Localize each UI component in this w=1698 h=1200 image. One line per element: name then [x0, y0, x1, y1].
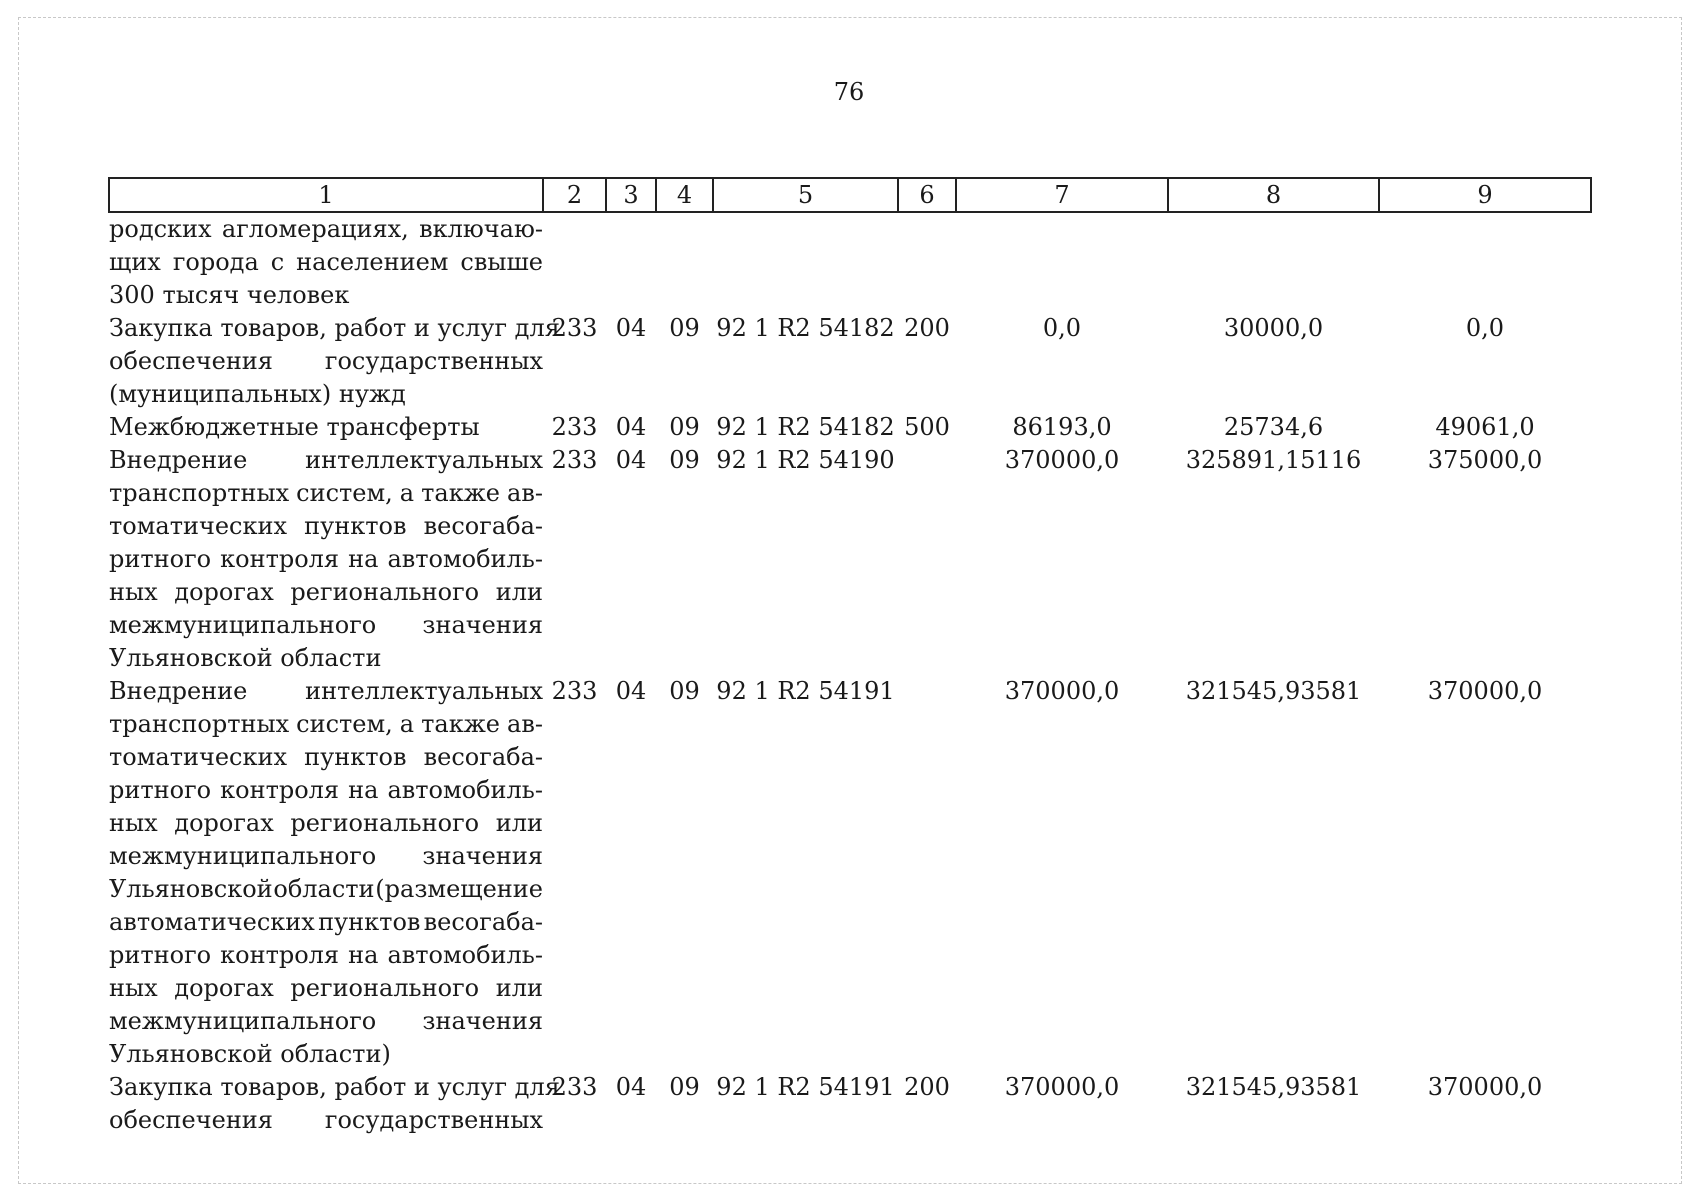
description-line: Внедрение интеллектуальных: [109, 677, 543, 705]
row-description: [109, 312, 560, 411]
cell-target-article: 92 1 R2 54191: [716, 1073, 895, 1101]
description-line: межмуниципального значения: [109, 1007, 543, 1035]
description-line: ных дорогах регионального или: [109, 809, 543, 837]
header-col-3: 3: [606, 178, 656, 212]
cell-chapter: 233: [551, 446, 598, 474]
row-description: [109, 411, 543, 444]
cell-chapter: [543, 212, 606, 312]
budget-table: [108, 177, 1592, 1137]
header-col-5: 5: [713, 178, 898, 212]
cell-expense-type: 500: [904, 413, 950, 441]
cell-amount-col7: 370000,0: [1004, 1073, 1120, 1101]
table-row: [109, 1071, 1591, 1137]
description-line: родских агломерациях, включаю-: [109, 215, 543, 243]
cell-target-article: 92 1 R2 54182: [716, 314, 895, 342]
row-description: [109, 1071, 560, 1137]
cell-expense-type: [898, 444, 956, 675]
description-line: Закупка товаров, работ и услуг для: [109, 314, 560, 342]
cell-expense-type: [898, 212, 956, 312]
cell-amount-col7: [956, 212, 1168, 312]
cell-amount-col9: 370000,0: [1427, 1073, 1543, 1101]
header-col-6: 6: [898, 178, 956, 212]
table-row: [109, 312, 1591, 411]
cell-section: 04: [615, 446, 647, 474]
cell-target-article: 92 1 R2 54182: [716, 413, 895, 441]
cell-subsection: 09: [669, 314, 700, 342]
description-line: Закупка товаров, работ и услуг для: [109, 1073, 560, 1101]
cell-section: 04: [615, 413, 647, 441]
header-col-8: 8: [1168, 178, 1379, 212]
description-line: ных дорогах регионального или: [109, 974, 543, 1002]
cell-expense-type: [898, 675, 956, 1071]
cell-target-article: 92 1 R2 54190: [716, 446, 895, 474]
cell-amount-col9: 370000,0: [1427, 677, 1543, 705]
description-line: томатических пунктов весогаба-: [109, 743, 543, 771]
table-row: [109, 212, 1591, 312]
cell-amount-col7: 0,0: [1042, 314, 1082, 342]
cell-amount-col9: 0,0: [1465, 314, 1505, 342]
table-header-row: [109, 178, 1591, 212]
cell-target-article: [713, 212, 898, 312]
cell-subsection: 09: [669, 1073, 700, 1101]
description-line: 300 тысяч человек: [109, 281, 350, 309]
description-line: межмуниципального значения: [109, 842, 543, 870]
table-row: [109, 675, 1591, 1071]
cell-target-article: 92 1 R2 54191: [716, 677, 895, 705]
cell-subsection: 09: [669, 677, 700, 705]
description-line: Межбюджетные трансферты: [109, 413, 480, 441]
cell-section: 04: [615, 314, 647, 342]
cell-chapter: 233: [551, 1073, 598, 1101]
description-line: Ульяновской области: [109, 644, 382, 672]
cell-subsection: 09: [669, 413, 700, 441]
cell-amount-col8: 321545,93581: [1185, 677, 1362, 705]
header-col-7: 7: [956, 178, 1168, 212]
cell-section: 04: [615, 1073, 647, 1101]
header-col-1: 1: [109, 178, 543, 212]
cell-amount-col7: 86193,0: [1012, 413, 1112, 441]
cell-section: [606, 212, 656, 312]
description-line: Ульяновской области (размещение: [109, 875, 543, 903]
cell-amount-col9: [1379, 212, 1591, 312]
table-body: [109, 212, 1591, 1137]
description-line: ных дорогах регионального или: [109, 578, 543, 606]
cell-amount-col8: 321545,93581: [1185, 1073, 1362, 1101]
row-description: [109, 212, 543, 312]
cell-amount-col7: 370000,0: [1004, 677, 1120, 705]
cell-amount-col8: [1168, 212, 1379, 312]
cell-amount-col7: 370000,0: [1004, 446, 1120, 474]
table-row: [109, 444, 1591, 675]
cell-chapter: 233: [551, 677, 598, 705]
description-line: Внедрение интеллектуальных: [109, 446, 543, 474]
description-line: (муниципальных) нужд: [109, 380, 406, 408]
row-description: [109, 444, 543, 675]
cell-subsection: 09: [669, 446, 700, 474]
table-row: [109, 411, 1591, 444]
description-line: ритного контроля на автомобиль-: [109, 545, 543, 573]
page-number: 76: [833, 78, 865, 106]
description-line: межмуниципального значения: [109, 611, 543, 639]
row-description: [109, 675, 543, 1071]
description-line: транспортных систем, а также ав-: [109, 479, 543, 507]
header-col-4: 4: [656, 178, 713, 212]
cell-section: 04: [615, 677, 647, 705]
header-col-2: 2: [543, 178, 606, 212]
description-line: ритного контроля на автомобиль-: [109, 776, 543, 804]
description-line: транспортных систем, а также ав-: [109, 710, 543, 738]
description-line: обеспечения государственных: [109, 1106, 543, 1134]
description-line: автоматических пунктов весогаба-: [109, 908, 543, 936]
description-line: Ульяновской области): [109, 1040, 391, 1068]
cell-amount-col9: 375000,0: [1427, 446, 1543, 474]
header-col-9: 9: [1379, 178, 1591, 212]
cell-chapter: 233: [551, 314, 598, 342]
description-line: щих города с населением свыше: [109, 248, 543, 276]
cell-amount-col8: 30000,0: [1223, 314, 1324, 342]
cell-chapter: 233: [551, 413, 598, 441]
cell-amount-col9: 49061,0: [1435, 413, 1535, 441]
cell-amount-col8: 25734,6: [1223, 413, 1324, 441]
cell-amount-col8: 325891,15116: [1185, 446, 1362, 474]
cell-expense-type: 200: [904, 1073, 950, 1101]
description-line: ритного контроля на автомобиль-: [109, 941, 543, 969]
cell-expense-type: 200: [904, 314, 950, 342]
cell-subsection: [656, 212, 713, 312]
description-line: томатических пунктов весогаба-: [109, 512, 543, 540]
description-line: обеспечения государственных: [109, 347, 543, 375]
